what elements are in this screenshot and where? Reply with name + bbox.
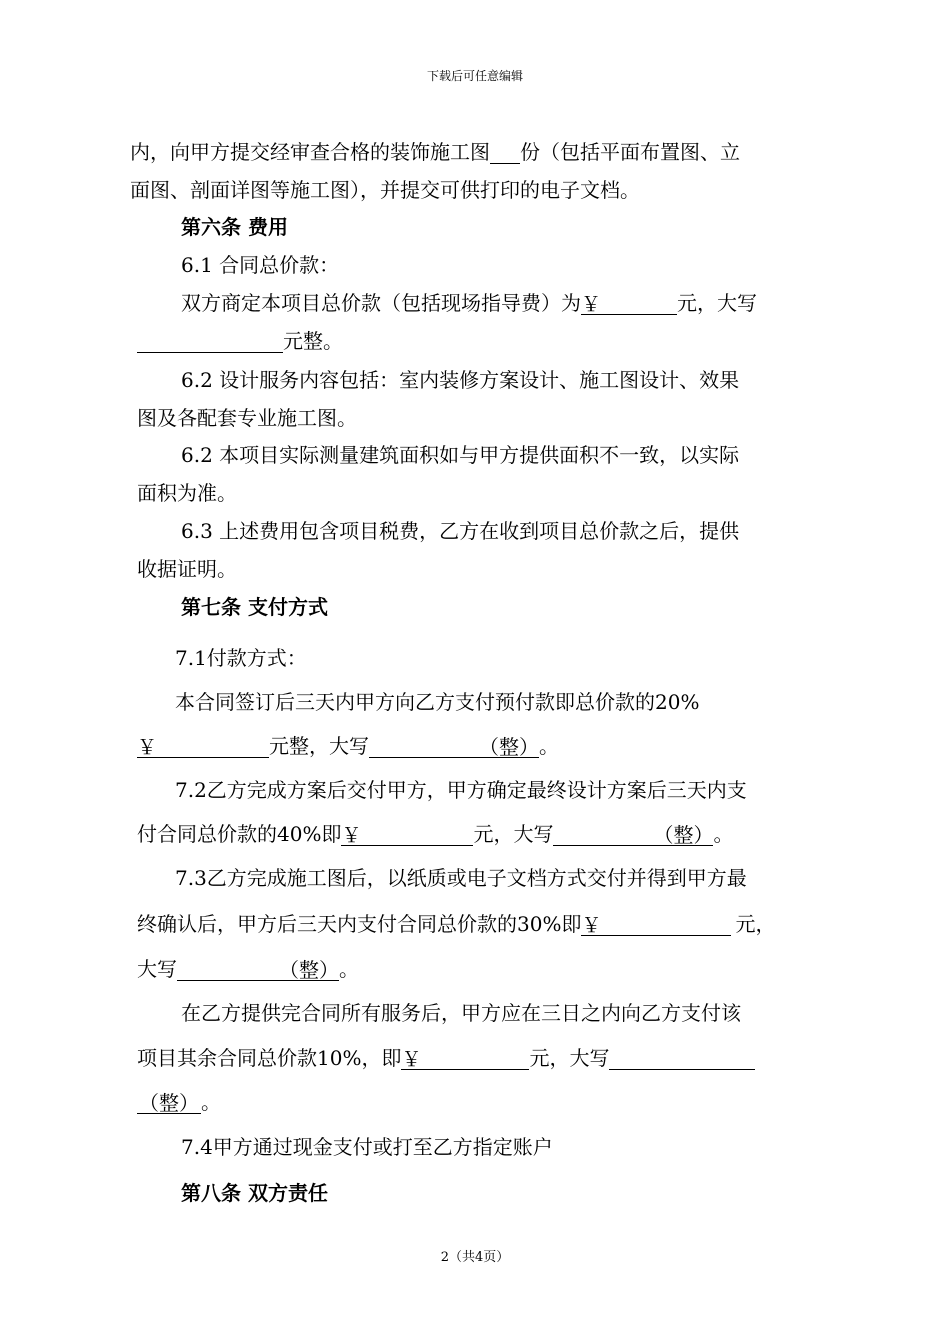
paragraph-line xyxy=(137,912,775,936)
amount-blank xyxy=(401,1047,529,1070)
text: 元整，大写 xyxy=(269,734,369,758)
text: 大写 xyxy=(137,957,177,981)
paragraph-line xyxy=(181,291,757,315)
amount-words-blank xyxy=(369,735,539,758)
paragraph-line xyxy=(130,140,740,164)
section-heading-7: 第七条 支付方式 xyxy=(181,595,328,619)
text: （整） xyxy=(479,735,539,759)
section-heading-8: 第八条 双方责任 xyxy=(181,1181,328,1205)
paragraph-line xyxy=(137,1090,221,1114)
page-footer: 2（共4页） xyxy=(440,1250,510,1265)
page-header: 下载后可任意编辑 xyxy=(426,69,523,83)
amount-words-blank xyxy=(177,958,339,981)
amount-blank xyxy=(137,735,269,758)
clause-7-4: 7.4甲方通过现金支付或打至乙方指定账户 xyxy=(181,1135,553,1159)
paragraph-line: 7.2乙方完成方案后交付甲方，甲方确定最终设计方案后三天内支 xyxy=(175,778,747,802)
yen-symbol: ￥ xyxy=(137,735,157,759)
text: （整） xyxy=(139,1091,199,1115)
text: 元，大写 xyxy=(473,822,554,846)
amount-blank xyxy=(581,913,731,936)
blank-underline xyxy=(490,141,520,164)
paragraph-line xyxy=(137,1046,755,1070)
yen-symbol: ￥ xyxy=(581,292,601,316)
paragraph-line: 7.3乙方完成施工图后，以纸质或电子文档方式交付并得到甲方最 xyxy=(175,866,747,890)
paragraph-line xyxy=(137,822,733,846)
paragraph-line: 收据证明。 xyxy=(137,557,237,581)
amount-words-blank xyxy=(137,1091,201,1114)
text: 元，大写 xyxy=(529,1046,610,1070)
text: （整） xyxy=(653,823,714,847)
paragraph-line: 图及各配套专业施工图。 xyxy=(137,406,357,430)
clause-7-1: 7.1付款方式： xyxy=(175,646,307,670)
text: 内，向甲方提交经审查合格的装饰施工图 xyxy=(130,140,490,164)
paragraph-line: 面图、剖面详图等施工图），并提交可供打印的电子文档。 xyxy=(130,178,640,202)
yen-symbol: ￥ xyxy=(341,823,362,847)
text: 。 xyxy=(539,734,559,758)
paragraph-line xyxy=(137,329,343,353)
amount-blank xyxy=(581,292,677,315)
text: 。 xyxy=(201,1090,221,1114)
yen-symbol: ￥ xyxy=(401,1047,422,1071)
amount-words-blank xyxy=(553,823,713,846)
paragraph-line xyxy=(137,957,359,981)
text: 终确认后，甲方后三天内支付合同总价款的30%即 xyxy=(137,912,582,936)
blank-underline xyxy=(137,330,283,353)
text: （整） xyxy=(279,958,339,982)
text: 付合同总价款的40%即 xyxy=(137,822,342,846)
section-heading-6: 第六条 费用 xyxy=(181,215,288,239)
yen-symbol: ￥ xyxy=(581,913,602,937)
paragraph-line: 6.2 设计服务内容包括：室内装修方案设计、施工图设计、效果 xyxy=(181,368,740,392)
text: 元，大写 xyxy=(677,291,757,315)
blank-underline xyxy=(609,1047,755,1070)
text: 份（包括平面布置图、立 xyxy=(520,140,740,164)
paragraph-line: 面积为准。 xyxy=(137,481,237,505)
paragraph-line xyxy=(137,734,559,758)
paragraph-line: 在乙方提供完合同所有服务后，甲方应在三日之内向乙方支付该 xyxy=(181,1001,741,1025)
clause-6-1: 6.1 合同总价款： xyxy=(181,253,340,277)
paragraph-line: 本合同签订后三天内甲方向乙方支付预付款即总价款的20% xyxy=(175,690,700,714)
text: 元整。 xyxy=(283,329,343,353)
paragraph-line: 6.2 本项目实际测量建筑面积如与甲方提供面积不一致，以实际 xyxy=(181,443,740,467)
text: 。 xyxy=(713,822,734,846)
text: 元， xyxy=(735,912,776,936)
text: 双方商定本项目总价款（包括现场指导费）为 xyxy=(181,291,581,315)
amount-blank xyxy=(341,823,473,846)
text: 。 xyxy=(339,957,359,981)
text: 项目其余合同总价款10%，即 xyxy=(137,1046,402,1070)
paragraph-line: 6.3 上述费用包含项目税费，乙方在收到项目总价款之后，提供 xyxy=(181,519,740,543)
